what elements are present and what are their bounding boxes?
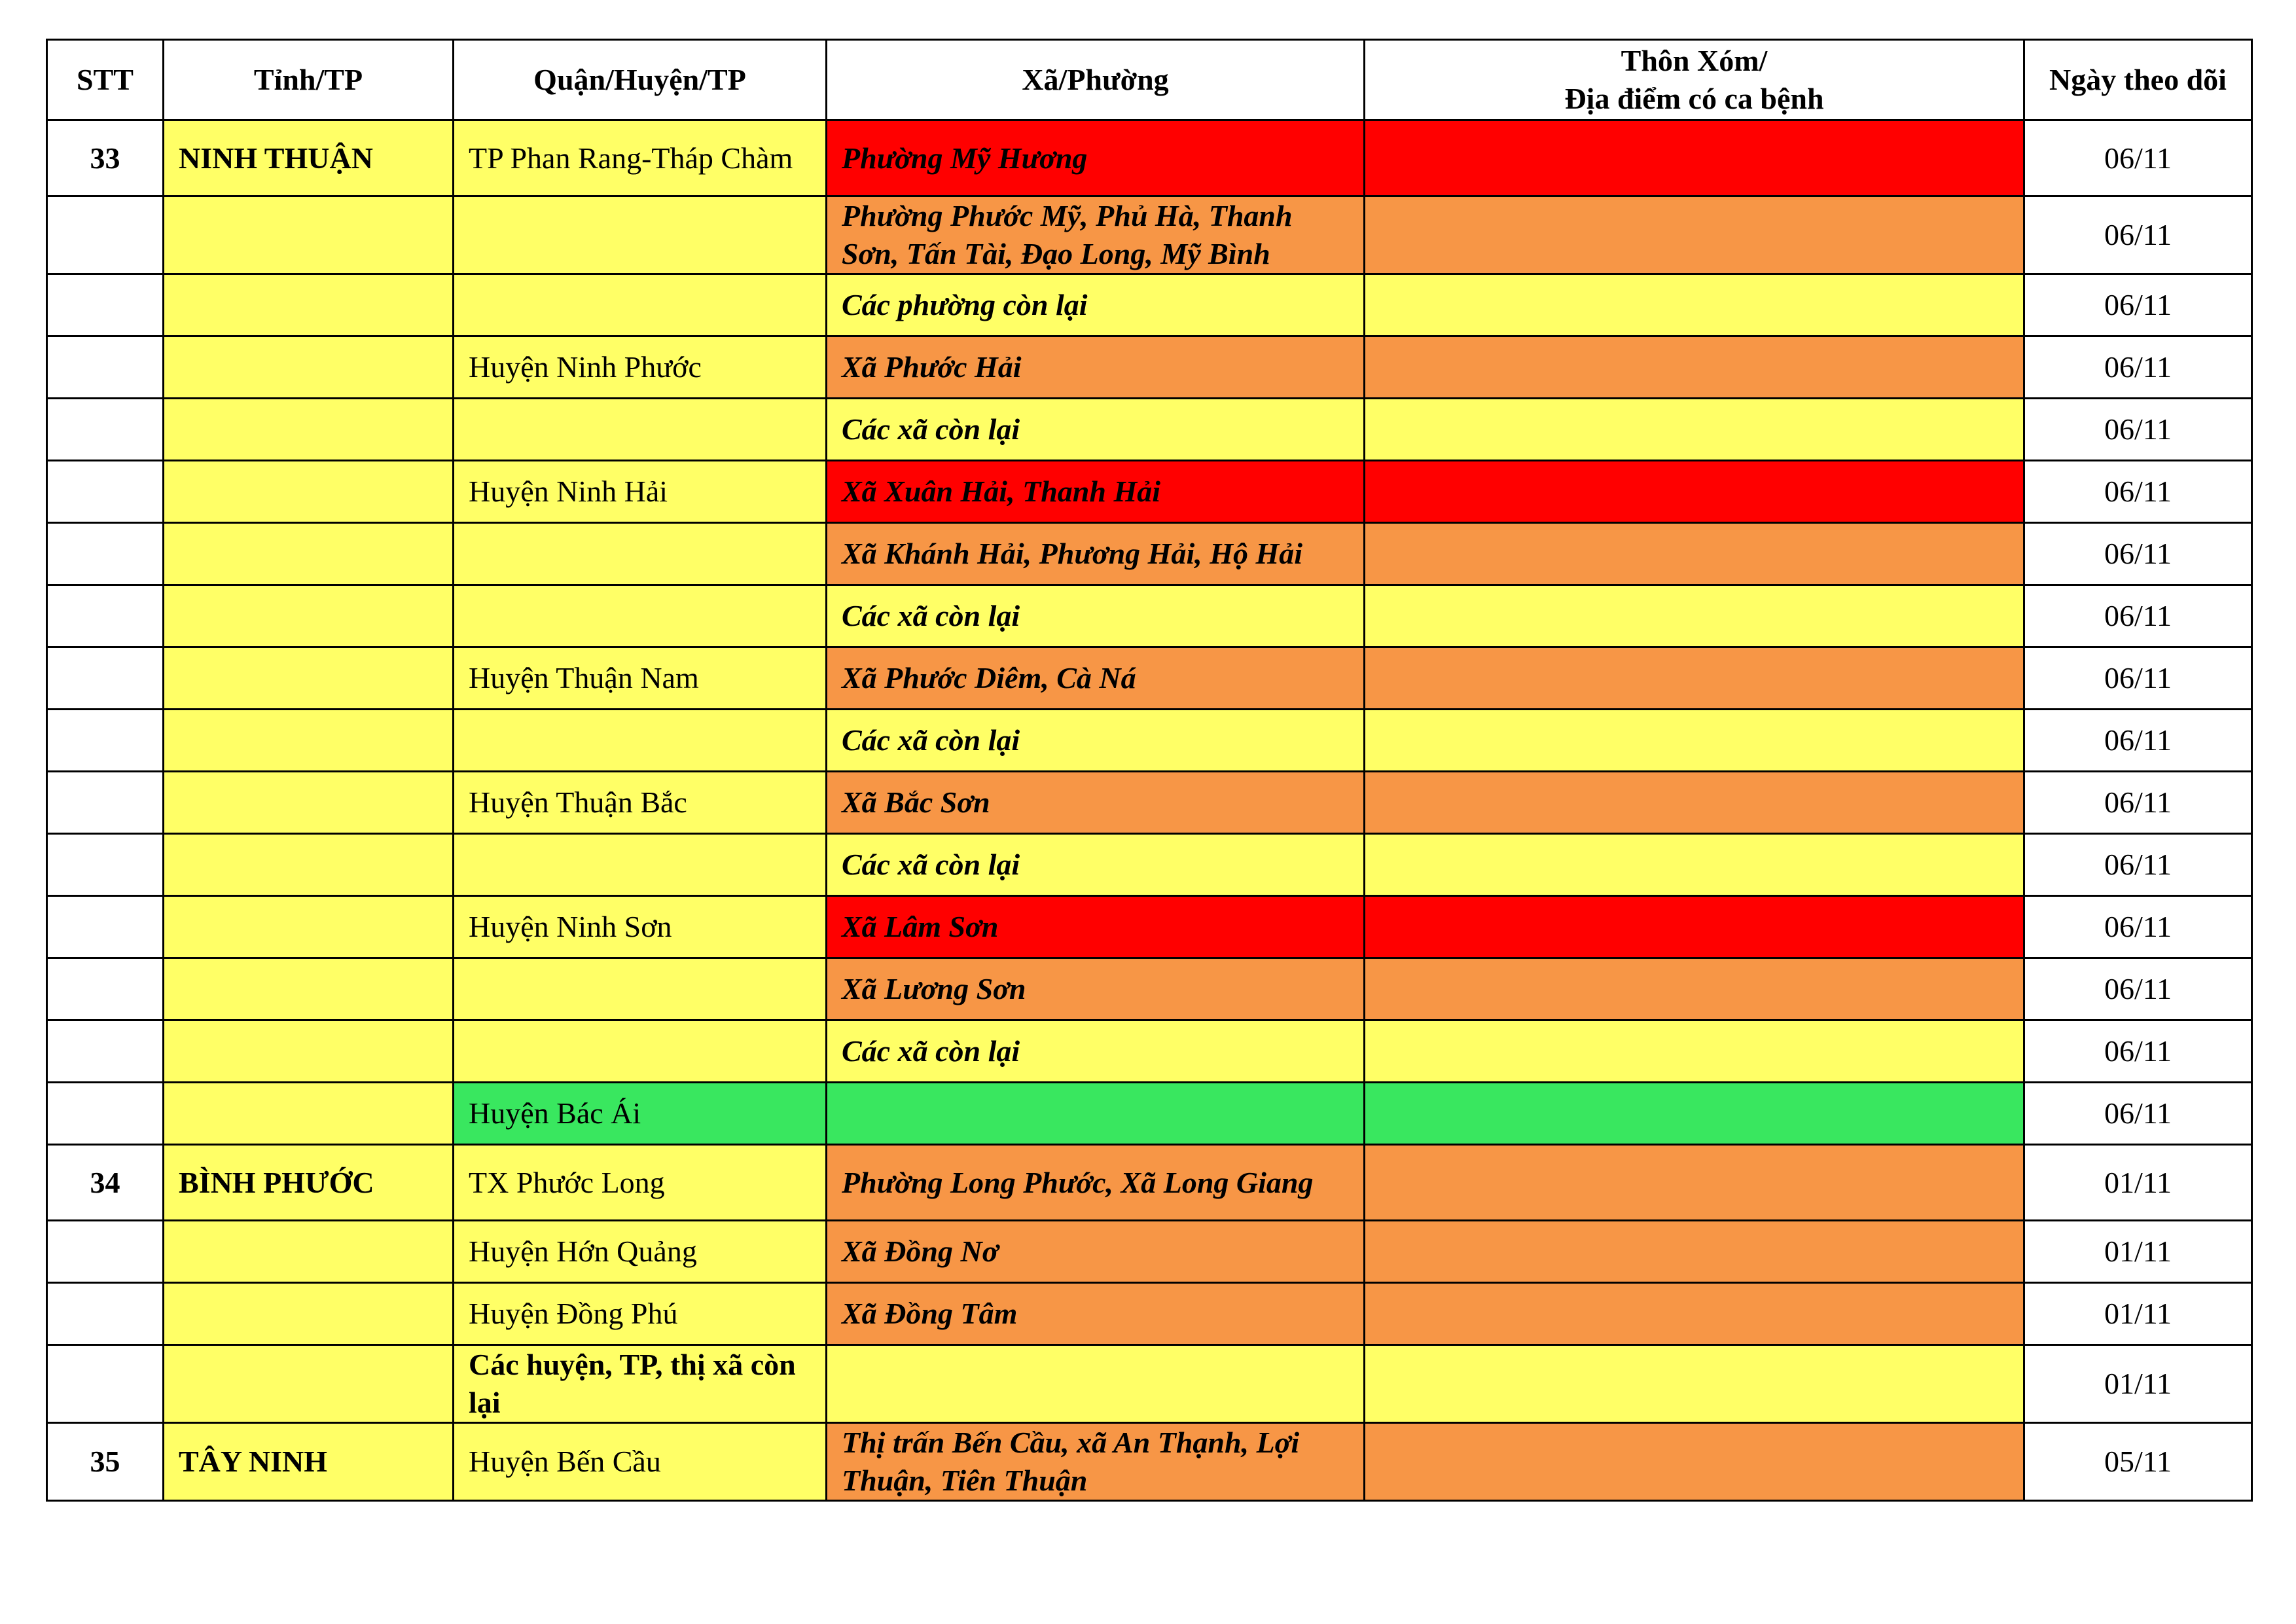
table-row <box>47 958 2252 1020</box>
row-date: 06/11 <box>2024 1020 2252 1083</box>
row-province <box>164 1221 454 1283</box>
row-date: 06/11 <box>2024 647 2252 710</box>
row-ward: Xã Khánh Hải, Phương Hải, Hộ Hải <box>827 523 1365 585</box>
row-stt <box>47 585 164 647</box>
header-village-line2: Địa điểm có ca bệnh <box>1564 82 1824 115</box>
row-district: Huyện Đồng Phú <box>454 1283 827 1345</box>
table-row <box>47 1145 2252 1221</box>
row-stt <box>47 1221 164 1283</box>
row-district: Huyện Ninh Hải <box>454 461 827 523</box>
header-village <box>1365 40 2024 120</box>
row-village <box>1365 1423 2024 1501</box>
row-province <box>164 1020 454 1083</box>
row-village <box>1365 1083 2024 1145</box>
row-province: TÂY NINH <box>164 1423 454 1501</box>
row-stt <box>47 1345 164 1423</box>
row-stt <box>47 1083 164 1145</box>
row-date: 06/11 <box>2024 274 2252 336</box>
row-village <box>1365 1145 2024 1221</box>
row-date: 06/11 <box>2024 585 2252 647</box>
row-stt <box>47 196 164 274</box>
row-date: 06/11 <box>2024 461 2252 523</box>
table-row <box>47 585 2252 647</box>
row-village <box>1365 336 2024 399</box>
row-district: TX Phước Long <box>454 1145 827 1221</box>
header-row <box>47 40 2252 120</box>
row-date: 06/11 <box>2024 772 2252 834</box>
row-stt <box>47 399 164 461</box>
table-body <box>47 120 2252 1501</box>
row-district: Huyện Ninh Phước <box>454 336 827 399</box>
row-district <box>454 196 827 274</box>
row-stt <box>47 834 164 896</box>
row-ward: Xã Bắc Sơn <box>827 772 1365 834</box>
row-village <box>1365 585 2024 647</box>
row-date: 06/11 <box>2024 896 2252 958</box>
row-district <box>454 834 827 896</box>
row-stt <box>47 710 164 772</box>
row-stt <box>47 772 164 834</box>
row-date: 01/11 <box>2024 1283 2252 1345</box>
row-province <box>164 585 454 647</box>
table-row <box>47 1283 2252 1345</box>
row-district <box>454 958 827 1020</box>
row-date: 06/11 <box>2024 834 2252 896</box>
row-district <box>454 399 827 461</box>
row-ward: Xã Lương Sơn <box>827 958 1365 1020</box>
table-row <box>47 336 2252 399</box>
risk-zone-table <box>46 39 2253 1502</box>
row-province <box>164 461 454 523</box>
row-stt <box>47 896 164 958</box>
row-village <box>1365 896 2024 958</box>
row-village <box>1365 958 2024 1020</box>
row-village <box>1365 647 2024 710</box>
row-ward: Xã Phước Diêm, Cà Ná <box>827 647 1365 710</box>
row-date: 06/11 <box>2024 399 2252 461</box>
row-ward <box>827 1083 1365 1145</box>
row-date: 01/11 <box>2024 1221 2252 1283</box>
row-ward: Xã Phước Hải <box>827 336 1365 399</box>
table-row <box>47 120 2252 196</box>
row-village <box>1365 196 2024 274</box>
row-village <box>1365 523 2024 585</box>
row-district: Huyện Hớn Quảng <box>454 1221 827 1283</box>
row-province <box>164 1083 454 1145</box>
row-province <box>164 710 454 772</box>
table-row <box>47 1423 2252 1501</box>
row-district: Huyện Bác Ái <box>454 1083 827 1145</box>
row-district: Huyện Bến Cầu <box>454 1423 827 1501</box>
row-date: 06/11 <box>2024 120 2252 196</box>
row-ward: Các xã còn lại <box>827 585 1365 647</box>
row-province <box>164 1283 454 1345</box>
row-province <box>164 647 454 710</box>
row-ward: Các xã còn lại <box>827 710 1365 772</box>
row-stt: 33 <box>47 120 164 196</box>
row-village <box>1365 834 2024 896</box>
row-ward: Các xã còn lại <box>827 1020 1365 1083</box>
table-row <box>47 399 2252 461</box>
row-province <box>164 196 454 274</box>
table-row <box>47 196 2252 274</box>
row-stt <box>47 958 164 1020</box>
row-stt <box>47 1020 164 1083</box>
table-row <box>47 647 2252 710</box>
row-stt: 34 <box>47 1145 164 1221</box>
table-row <box>47 1345 2252 1423</box>
row-village <box>1365 1345 2024 1423</box>
header-district: Quận/Huyện/TP <box>454 40 827 120</box>
table-row <box>47 772 2252 834</box>
row-stt <box>47 461 164 523</box>
row-province: BÌNH PHƯỚC <box>164 1145 454 1221</box>
row-village <box>1365 461 2024 523</box>
table-row <box>47 461 2252 523</box>
row-village <box>1365 772 2024 834</box>
header-ward: Xã/Phường <box>827 40 1365 120</box>
row-district <box>454 1020 827 1083</box>
table-row <box>47 523 2252 585</box>
row-stt <box>47 523 164 585</box>
table-row <box>47 274 2252 336</box>
row-ward: Xã Đồng Tâm <box>827 1283 1365 1345</box>
row-village <box>1365 710 2024 772</box>
row-ward: Phường Phước Mỹ, Phủ Hà, Thanh Sơn, Tấn Tài, Đạo Long, Mỹ Bình <box>827 196 1365 274</box>
row-village <box>1365 399 2024 461</box>
row-date: 06/11 <box>2024 958 2252 1020</box>
row-ward <box>827 1345 1365 1423</box>
row-village <box>1365 1221 2024 1283</box>
row-province <box>164 896 454 958</box>
row-stt <box>47 336 164 399</box>
row-date: 06/11 <box>2024 336 2252 399</box>
row-district: Huyện Thuận Nam <box>454 647 827 710</box>
table-row <box>47 710 2252 772</box>
row-date: 01/11 <box>2024 1345 2252 1423</box>
row-ward: Phường Mỹ Hương <box>827 120 1365 196</box>
row-stt <box>47 647 164 710</box>
row-village <box>1365 274 2024 336</box>
row-village <box>1365 1283 2024 1345</box>
row-province <box>164 523 454 585</box>
header-village-line1: Thôn Xóm/ <box>1621 44 1768 77</box>
table-row <box>47 1083 2252 1145</box>
row-date: 06/11 <box>2024 710 2252 772</box>
row-province <box>164 399 454 461</box>
row-ward: Phường Long Phước, Xã Long Giang <box>827 1145 1365 1221</box>
row-ward: Xã Lâm Sơn <box>827 896 1365 958</box>
header-stt: STT <box>47 40 164 120</box>
row-stt: 35 <box>47 1423 164 1501</box>
row-district <box>454 585 827 647</box>
row-province: NINH THUẬN <box>164 120 454 196</box>
table-row <box>47 834 2252 896</box>
row-ward: Các xã còn lại <box>827 834 1365 896</box>
row-province <box>164 834 454 896</box>
row-district: Các huyện, TP, thị xã còn lại <box>454 1345 827 1423</box>
row-ward: Xã Xuân Hải, Thanh Hải <box>827 461 1365 523</box>
row-district <box>454 274 827 336</box>
header-date: Ngày theo dõi <box>2024 40 2252 120</box>
row-ward: Xã Đồng Nơ <box>827 1221 1365 1283</box>
row-date: 06/11 <box>2024 1083 2252 1145</box>
table-row <box>47 1221 2252 1283</box>
header-province: Tỉnh/TP <box>164 40 454 120</box>
row-ward: Thị trấn Bến Cầu, xã An Thạnh, Lợi Thuận, Tiên Thuận <box>827 1423 1365 1501</box>
row-province <box>164 336 454 399</box>
row-date: 05/11 <box>2024 1423 2252 1501</box>
row-district: Huyện Thuận Bắc <box>454 772 827 834</box>
row-stt <box>47 1283 164 1345</box>
row-ward: Các phường còn lại <box>827 274 1365 336</box>
row-province <box>164 274 454 336</box>
row-ward: Các xã còn lại <box>827 399 1365 461</box>
row-date: 06/11 <box>2024 196 2252 274</box>
row-province <box>164 958 454 1020</box>
row-village <box>1365 1020 2024 1083</box>
table-row <box>47 896 2252 958</box>
row-date: 01/11 <box>2024 1145 2252 1221</box>
row-district <box>454 523 827 585</box>
row-district: Huyện Ninh Sơn <box>454 896 827 958</box>
row-district: TP Phan Rang-Tháp Chàm <box>454 120 827 196</box>
row-village <box>1365 120 2024 196</box>
row-province <box>164 1345 454 1423</box>
table-row <box>47 1020 2252 1083</box>
row-stt <box>47 274 164 336</box>
row-district <box>454 710 827 772</box>
row-date: 06/11 <box>2024 523 2252 585</box>
row-province <box>164 772 454 834</box>
